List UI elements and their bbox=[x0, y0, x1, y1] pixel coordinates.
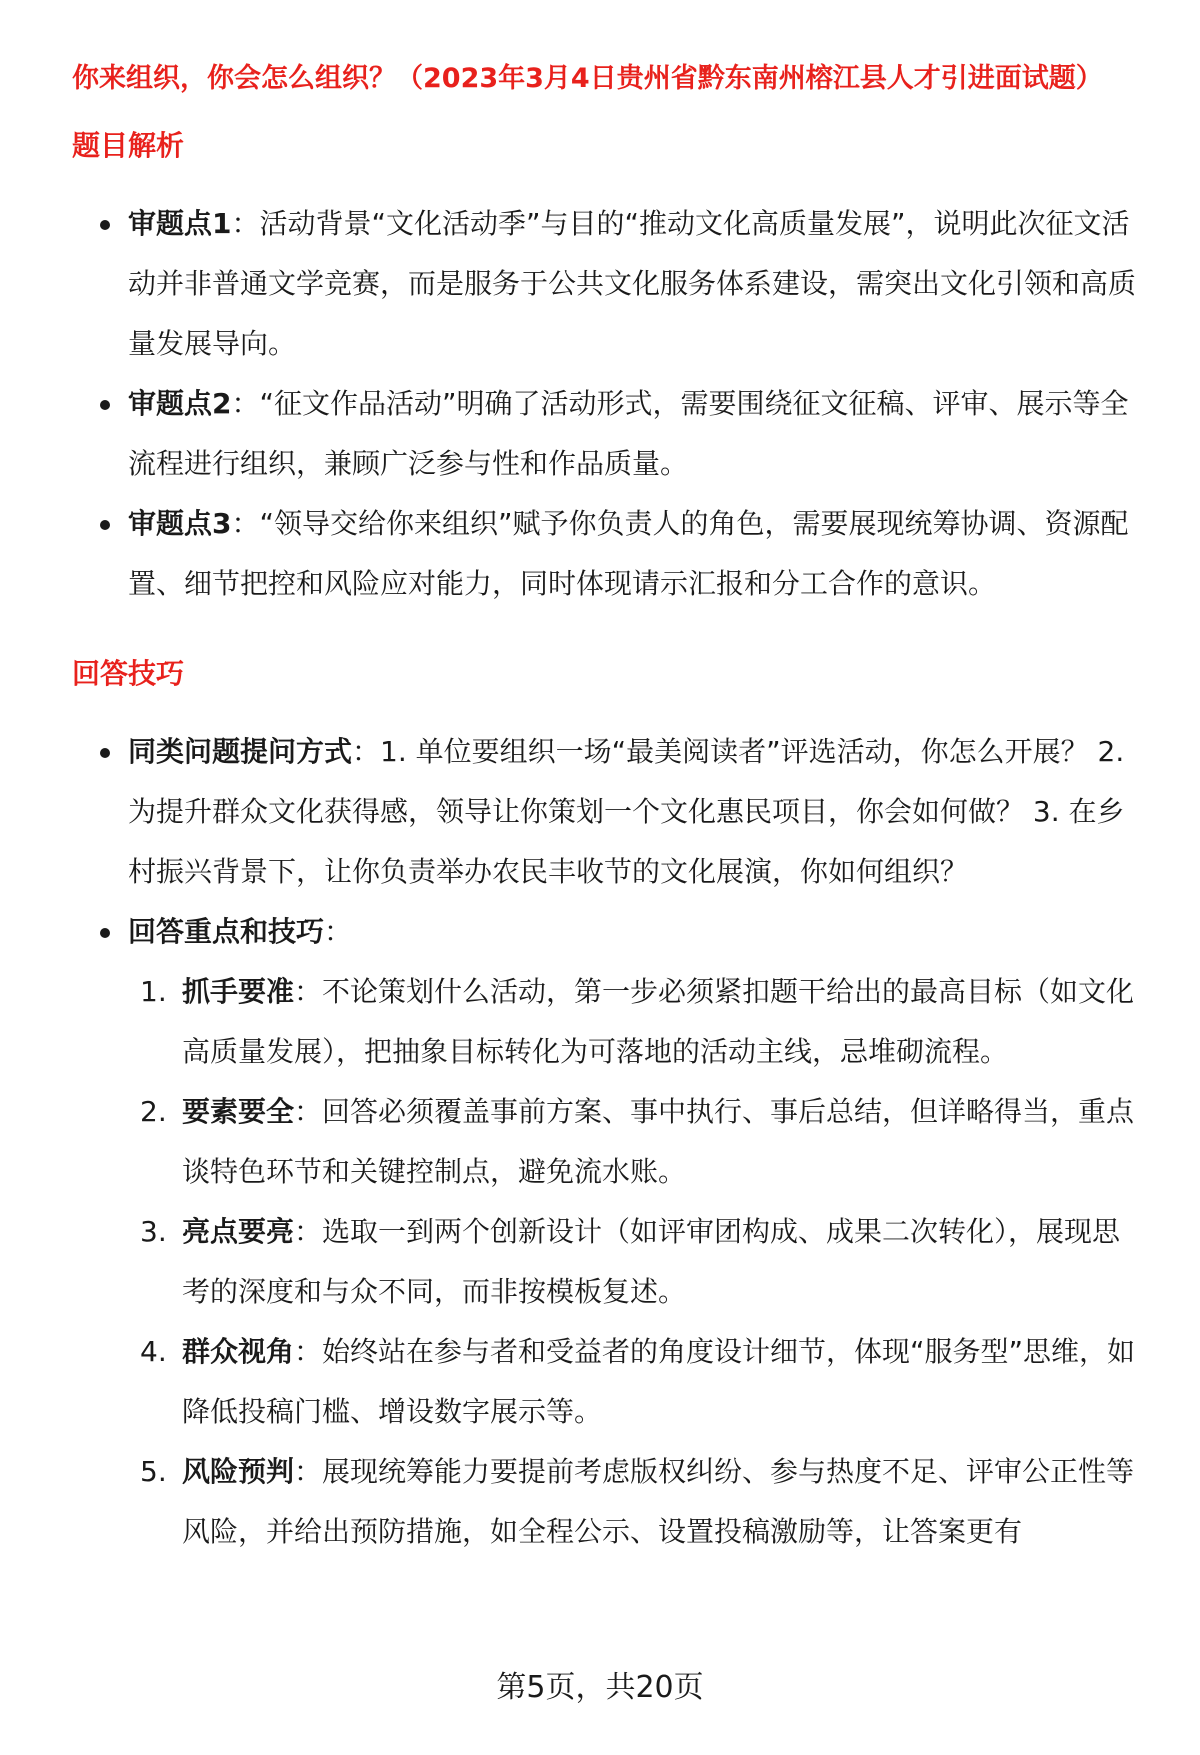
item-separator: ： bbox=[294, 1455, 323, 1488]
key-points-list bbox=[72, 962, 1140, 1562]
item-separator: ： bbox=[294, 1095, 323, 1128]
point-separator: ： bbox=[231, 507, 260, 540]
key-label: 回答重点和技巧 bbox=[128, 915, 325, 948]
list-item bbox=[72, 494, 1140, 614]
item-number: 4. bbox=[140, 1335, 167, 1368]
page-title: 你来组织，你会怎么组织？（2023年3月4日贵州省黔东南州榕江县人才引进面试题） bbox=[72, 63, 1103, 94]
list-item bbox=[72, 1202, 1140, 1322]
list-item bbox=[72, 902, 1140, 962]
item-separator: ： bbox=[294, 975, 323, 1008]
list-item bbox=[72, 962, 1140, 1082]
page-footer: 第5页，共20页 bbox=[496, 1670, 704, 1705]
item-text: 展现统筹能力要提前考虑版权纠纷、参与热度不足、评审公正性等风险，并给出预防措施，如全程公示、设置投稿激励等，让答案更有 bbox=[182, 1455, 1135, 1548]
analysis-heading: 题目解析 bbox=[72, 129, 185, 162]
list-item bbox=[72, 1442, 1140, 1562]
item-separator: ： bbox=[294, 1215, 323, 1248]
document-page bbox=[72, 58, 1140, 1562]
item-separator: ： bbox=[294, 1335, 323, 1368]
list-item bbox=[72, 374, 1140, 494]
point-text: “征文作品活动”明确了活动形式，需要围绕征文征稿、评审、展示等全流程进行组织，兼顾广泛参与性和作品质量。 bbox=[128, 387, 1129, 480]
item-text: 始终站在参与者和受益者的角度设计细节，体现“服务型”思维，如降低投稿门槛、增设数字展示等。 bbox=[182, 1335, 1136, 1428]
tips-heading: 回答技巧 bbox=[72, 657, 185, 690]
list-item bbox=[72, 1322, 1140, 1442]
item-number: 5. bbox=[140, 1455, 167, 1488]
point-label: 审题点3 bbox=[128, 507, 232, 540]
item-number: 1. bbox=[140, 975, 167, 1008]
item-text: 选取一到两个创新设计（如评审团构成、成果二次转化），展现思考的深度和与众不同，而非按模板复述。 bbox=[182, 1215, 1121, 1308]
item-label: 要素要全 bbox=[182, 1095, 295, 1128]
item-text: 回答必须覆盖事前方案、事中执行、事后总结，但详略得当，重点谈特色环节和关键控制点，避免流水账。 bbox=[182, 1095, 1135, 1188]
item-label: 亮点要亮 bbox=[182, 1215, 295, 1248]
tips-list bbox=[72, 722, 1140, 962]
point-text: 活动背景“文化活动季”与目的“推动文化高质量发展”，说明此次征文活动并非普通文学竞赛，而是服务于公共文化服务体系建设，需突出文化引领和高质量发展导向。 bbox=[128, 207, 1137, 360]
point-label: 审题点2 bbox=[128, 387, 232, 420]
item-text: 不论策划什么活动，第一步必须紧扣题干给出的最高目标（如文化高质量发展），把抽象目标转化为可落地的活动主线，忌堆砌流程。 bbox=[182, 975, 1135, 1068]
point-text: “领导交给你来组织”赋予你负责人的角色，需要展现统筹协调、资源配置、细节把控和风险应对能力，同时体现请示汇报和分工合作的意识。 bbox=[128, 507, 1129, 600]
similar-separator: ： bbox=[352, 735, 381, 768]
item-label: 抓手要准 bbox=[182, 975, 295, 1008]
analysis-list bbox=[72, 194, 1140, 614]
item-number: 3. bbox=[140, 1215, 167, 1248]
point-label: 审题点1 bbox=[128, 207, 232, 240]
similar-label: 同类问题提问方式 bbox=[128, 735, 353, 768]
item-label: 群众视角 bbox=[182, 1335, 295, 1368]
item-label: 风险预判 bbox=[182, 1455, 295, 1488]
point-separator: ： bbox=[231, 387, 260, 420]
list-item bbox=[72, 722, 1140, 902]
list-item bbox=[72, 1082, 1140, 1202]
similar-text: 1. 单位要组织一场“最美阅读者”评选活动，你怎么开展？ 2. 为提升群众文化获得感，领导让你策划一个文化惠民项目，你会如何做？ 3. 在乡村振兴背景下，让你负责举办农民丰收节的文化展演，你如何组织？ bbox=[128, 735, 1125, 888]
item-number: 2. bbox=[140, 1095, 167, 1128]
key-separator: ： bbox=[324, 915, 353, 948]
point-separator: ： bbox=[231, 207, 260, 240]
list-item bbox=[72, 194, 1140, 374]
